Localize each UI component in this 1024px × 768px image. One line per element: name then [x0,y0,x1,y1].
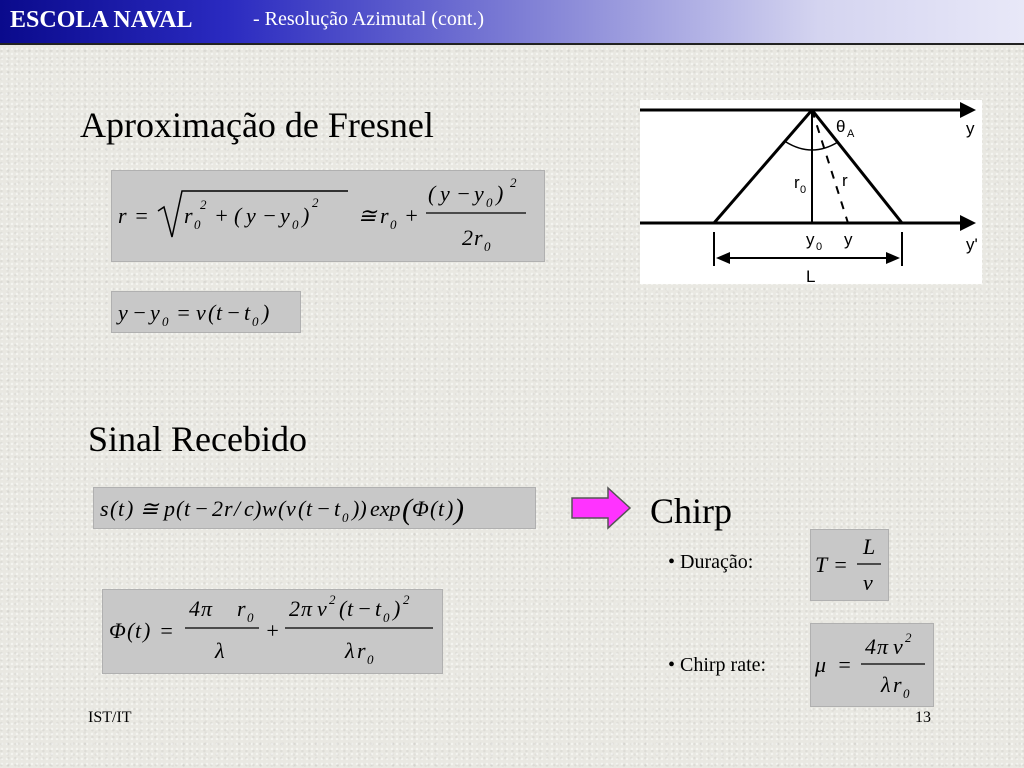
svg-text:λ: λ [345,638,355,663]
svg-text:): ) [254,496,262,521]
chirp-rate-graphic [811,624,933,706]
svg-text:(: ( [298,496,306,521]
received-signal-heading: Sinal Recebido [88,419,307,459]
svg-text:+: + [214,203,229,228]
position-velocity-formula [111,291,301,333]
svg-text:): ) [446,496,454,521]
svg-text:r: r [237,596,246,621]
svg-text:2: 2 [403,592,410,607]
svg-text:λ: λ [881,672,891,697]
arrow-right-icon [570,486,632,530]
svg-text:=: = [134,203,149,228]
svg-text:0: 0 [484,239,491,254]
fresnel-formula [111,170,545,262]
svg-text:0: 0 [194,217,201,232]
svg-text:(: ( [278,496,286,521]
svg-text:w: w [262,496,277,521]
svg-text:−: − [456,181,471,206]
svg-text:2: 2 [212,496,223,521]
fresnel-heading: Aproximação de Fresnel [80,105,434,145]
svg-text:0: 0 [247,610,254,625]
svg-text:−: − [262,203,277,228]
geometry-diagram-svg [640,100,982,284]
svg-text:−: − [132,300,147,325]
svg-text:2: 2 [329,592,336,607]
svg-text:−: − [194,496,209,521]
svg-text:t: t [438,496,445,521]
svg-text:0: 0 [486,195,493,210]
svg-text:y: y [440,181,450,206]
svg-text:): ) [454,493,464,526]
svg-text:v: v [286,496,296,521]
svg-text:(: ( [430,496,438,521]
svg-text:−: − [226,300,241,325]
svg-text:t: t [135,618,142,643]
svg-text:t: t [184,496,191,521]
svg-text:=: = [833,552,848,577]
svg-text:(: ( [127,618,135,643]
chirp-heading: Chirp [650,491,733,531]
school-name: ESCOLA NAVAL [10,7,193,33]
svg-text:=: = [176,300,191,325]
svg-text:π: π [201,596,213,621]
svg-text:t: t [334,496,341,521]
svg-text:t: t [244,300,251,325]
svg-text:y: y [280,203,290,228]
svg-text:y: y [246,203,256,228]
svg-text:v: v [893,634,903,659]
svg-text:v: v [863,570,873,595]
svg-text:): ) [496,181,504,206]
svg-text:(: ( [176,496,184,521]
svg-text:4: 4 [865,634,876,659]
svg-text:r: r [224,496,233,521]
svg-text:+: + [265,618,280,643]
svg-text:L: L [863,534,876,559]
r-label: r [842,171,848,190]
L-label: L [806,267,816,284]
svg-text:r: r [893,672,902,697]
phase-graphic [103,590,442,673]
svg-text:(: ( [208,300,216,325]
svg-text:4: 4 [189,596,200,621]
theta-sub-label: A [847,128,855,140]
svg-text:≅: ≅ [140,496,159,521]
svg-text:0: 0 [390,217,397,232]
svg-text:+: + [404,203,419,228]
svg-text:r: r [118,203,127,228]
svg-text:): ) [302,203,310,228]
svg-text:0: 0 [292,217,299,232]
svg-text:2: 2 [905,630,912,645]
svg-text:y: y [150,300,160,325]
y0-label: y [806,230,815,249]
svg-text:t: t [118,496,125,521]
svg-text:c: c [244,496,254,521]
svg-text:(: ( [110,496,118,521]
svg-text:μ: μ [815,652,827,677]
fresnel-formula-graphic [112,171,544,261]
svg-text:v: v [196,300,206,325]
page-number: 13 [915,709,931,726]
svg-text:0: 0 [162,314,169,329]
svg-text:t: t [347,596,354,621]
r0-sub-label: 0 [800,184,807,196]
svg-text:t: t [216,300,223,325]
svg-text:y: y [474,181,484,206]
svg-text:): ) [393,596,401,621]
svg-text:t: t [306,496,313,521]
svg-text:2: 2 [200,197,207,212]
svg-text:(: ( [234,203,242,228]
svg-text:(: ( [339,596,347,621]
received-signal-formula [93,487,536,529]
svg-text:2: 2 [289,596,300,621]
svg-text:Φ: Φ [109,618,126,643]
svg-text:2: 2 [510,175,517,190]
received-signal-graphic [94,488,535,528]
svg-text:−: − [357,596,372,621]
r0-label: r [794,173,800,192]
svg-text:λ: λ [215,638,225,663]
svg-text:r: r [474,225,483,250]
svg-text:T: T [815,552,828,577]
footer-affiliation: IST/IT [88,709,132,726]
duration-formula [810,529,889,601]
svg-text:π: π [877,634,889,659]
chirp-rate-formula [810,623,934,707]
duration-bullet: • Duração: [668,551,754,573]
y-axis-bottom-label: y' [966,235,978,254]
svg-text:0: 0 [342,510,349,525]
svg-text:≅: ≅ [358,203,377,228]
svg-text:π: π [301,596,313,621]
svg-text:v: v [317,596,327,621]
duration-graphic [811,530,888,600]
svg-text:p: p [164,496,175,521]
svg-text:(: ( [428,181,436,206]
svg-text:0: 0 [252,314,259,329]
svg-text:=: = [837,652,852,677]
svg-text:s: s [100,496,109,521]
svg-text:r: r [184,203,193,228]
svg-text:0: 0 [367,652,374,667]
chirp-rate-bullet: • Chirp rate: [668,654,767,676]
svg-text:0: 0 [383,610,390,625]
position-velocity-graphic [112,292,300,332]
svg-text:): ) [126,496,134,521]
svg-text:exp: exp [370,496,401,521]
theta-label: θ [836,117,846,136]
svg-text:r: r [357,638,366,663]
svg-text:y: y [118,300,128,325]
svg-text:2: 2 [462,225,473,250]
svg-text:r: r [380,203,389,228]
y-bottom-label: y [844,230,853,249]
svg-text:/: / [234,496,241,521]
svg-text:): ) [262,300,270,325]
svg-text:=: = [159,618,174,643]
svg-text:): ) [143,618,151,643]
phase-formula [102,589,443,674]
svg-text:t: t [375,596,382,621]
slide-subtitle: - Resolução Azimutal (cont.) [253,8,485,30]
svg-text:Φ: Φ [412,496,429,521]
y0-sub-label: 0 [816,241,823,253]
svg-text:0: 0 [903,686,910,701]
y-axis-top-label: y [966,119,975,138]
svg-text:−: − [316,496,331,521]
geometry-diagram [640,100,982,284]
svg-text:(: ( [402,493,412,526]
svg-text:)): )) [352,496,367,521]
svg-text:2: 2 [312,195,319,210]
